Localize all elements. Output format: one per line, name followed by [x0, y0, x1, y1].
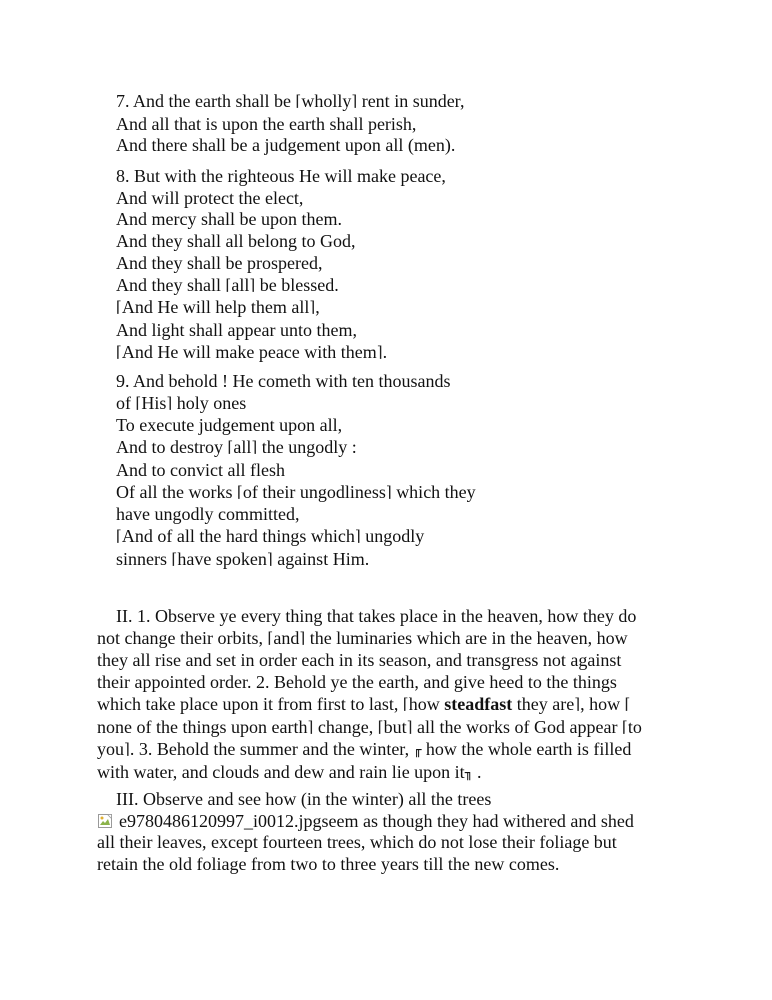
text-segment: but	[383, 716, 407, 737]
text-segment: ungodly	[360, 525, 425, 546]
text-segment: to	[627, 716, 642, 737]
prose-line	[97, 811, 682, 833]
open-bracket-mark: ⌈	[116, 344, 122, 361]
text-segment: the ungodly :	[257, 437, 357, 458]
text-segment: . 3. Behold the summer and the winter,	[129, 739, 414, 760]
close-bracket-mark: ⌉	[574, 696, 581, 713]
text-segment: 7. And the earth shall be	[116, 91, 296, 111]
text-segment: all	[231, 274, 250, 295]
verse-line: And to convict all flesh	[116, 459, 285, 480]
text-segment: and	[273, 627, 300, 648]
text-segment: not change their orbits,	[97, 627, 268, 648]
text-segment: all	[233, 437, 252, 458]
close-bracket-mark: ⌉	[307, 719, 314, 736]
verse-line: And light shall appear unto them,	[116, 319, 357, 340]
verse-line	[116, 482, 676, 505]
open-bracket-mark: ⌈	[116, 528, 122, 545]
prose-line: III. Observe and see how (in the winter) all the trees	[116, 789, 492, 809]
text-segment: against Him.	[272, 548, 370, 569]
verse-line: And there shall be a judgement upon all (men).	[116, 135, 456, 156]
close-bracket-mark: ⌉	[249, 277, 256, 294]
prose-line	[97, 762, 682, 785]
verse-line: And all that is upon the earth shall perish,	[116, 113, 417, 134]
verse-line: 9. And behold ! He cometh with ten thousands	[116, 371, 451, 391]
verse-line: have ungodly committed,	[116, 504, 300, 525]
verse-9	[116, 371, 676, 571]
verse-line: To execute judgement upon all,	[116, 415, 343, 436]
text-segment: of	[116, 392, 136, 413]
verse-line	[116, 549, 676, 572]
prose-line: retain the old foliage from two to three years till the new comes.	[97, 854, 560, 875]
text-segment: And they shall	[116, 274, 226, 295]
verse-line	[116, 526, 676, 549]
close-bracket-mark: ⌉	[385, 484, 392, 501]
prose-line	[97, 628, 682, 651]
text-segment: And to destroy	[116, 437, 228, 458]
open-bracket-mark: ⌈	[225, 277, 232, 294]
close-bracket-mark: ⌉	[351, 94, 358, 110]
broken-image-icon	[97, 813, 113, 829]
open-bracket-mark: ⌈	[171, 551, 178, 568]
open-bracket-mark: ⌈	[295, 94, 302, 110]
prose-line: II. 1. Observe ye every thing that takes place in the heaven, how they do	[116, 606, 637, 626]
verse-line	[116, 342, 676, 365]
text-segment: of their ungodliness	[242, 481, 386, 502]
chapter-3-paragraph	[97, 789, 682, 876]
verse-line	[116, 297, 676, 320]
prose-line: they all rise and set in order each in its season, and transgress not against	[97, 650, 622, 671]
text-segment: you	[97, 739, 124, 760]
text-segment: , how	[580, 693, 625, 714]
text-segment: how the whole earth is filled	[421, 739, 632, 760]
text-segment: all the works of God appear	[412, 716, 622, 737]
open-bracket-mark: ⌈	[135, 395, 142, 412]
text-segment: And He will make peace with them	[121, 341, 377, 362]
open-bracket-mark: ⌈	[116, 300, 122, 317]
text-segment: they are	[512, 693, 575, 714]
open-double-bracket-mark: ╓	[413, 743, 422, 759]
text-segment: holy ones	[172, 392, 247, 413]
open-bracket-mark: ⌈	[402, 696, 409, 713]
open-bracket-mark: ⌈	[236, 484, 243, 501]
verse-7	[116, 91, 676, 157]
prose-line: all their leaves, except fourteen trees, which do not lose their foliage but	[97, 832, 617, 853]
text-segment: change,	[313, 716, 378, 737]
chapter-2-paragraph	[97, 606, 682, 785]
image-alt-text: e9780486120997_i0012.jpg	[119, 810, 322, 831]
text-segment: sinners	[116, 548, 172, 569]
verse-line	[116, 91, 676, 114]
close-bracket-mark: ⌉	[309, 300, 316, 317]
verse-line	[116, 275, 676, 298]
open-bracket-mark: ⌈	[624, 696, 631, 713]
text-segment: have spoken	[177, 548, 267, 569]
text-segment: .	[472, 761, 482, 782]
close-bracket-mark: ⌉	[406, 719, 413, 736]
text-segment: .	[382, 341, 388, 362]
text-segment: which take place upon it from first to last,	[97, 693, 403, 714]
text-segment: be blessed.	[255, 274, 339, 295]
open-bracket-mark: ⌈	[621, 719, 628, 736]
text-segment: how	[408, 693, 445, 714]
text-segment: ,	[315, 297, 320, 318]
text-segment: And of all the hard things which	[121, 525, 355, 546]
prose-line	[97, 717, 682, 740]
prose-line: their appointed order. 2. Behold ye the earth, and give heed to the things	[97, 672, 617, 693]
close-bracket-mark: ⌉	[166, 395, 173, 412]
prose-line	[97, 739, 682, 762]
text-segment: His	[141, 392, 167, 413]
verse-line: And will protect the elect,	[116, 187, 304, 208]
close-bracket-mark: ⌉	[354, 528, 361, 545]
text-segment: the luminaries which are in the heaven, how	[305, 627, 628, 648]
open-bracket-mark: ⌈	[267, 630, 274, 647]
text-segment: with water, and clouds and dew and rain lie upon it	[97, 761, 465, 782]
prose-line	[97, 694, 682, 717]
close-double-bracket-mark: ╖	[464, 765, 473, 781]
close-bracket-mark: ⌉	[299, 630, 306, 647]
verse-line: And they shall be prospered,	[116, 252, 323, 273]
text-segment: seem as though they had withered and shed	[321, 810, 634, 831]
close-bracket-mark: ⌉	[124, 742, 130, 759]
close-bracket-mark: ⌉	[376, 344, 383, 361]
verse-line	[116, 393, 676, 416]
text-segment: wholly	[301, 91, 352, 111]
verse-line: And mercy shall be upon them.	[116, 209, 342, 230]
text-segment: rent in sunder,	[357, 91, 465, 111]
verse-line: And they shall all belong to God,	[116, 231, 356, 252]
open-bracket-mark: ⌈	[227, 440, 234, 457]
text-segment: none of the things upon earth	[97, 716, 308, 737]
text-segment: And He will help them all	[121, 297, 310, 318]
bold-word: steadfast	[444, 693, 513, 714]
text-segment: Of all the works	[116, 481, 237, 502]
verse-line	[116, 437, 676, 460]
open-bracket-mark: ⌈	[377, 719, 384, 736]
verse-8	[116, 166, 676, 364]
text-segment: which they	[391, 481, 476, 502]
close-bracket-mark: ⌉	[251, 440, 258, 457]
close-bracket-mark: ⌉	[266, 551, 273, 568]
verse-line: 8. But with the righteous He will make peace,	[116, 166, 446, 186]
